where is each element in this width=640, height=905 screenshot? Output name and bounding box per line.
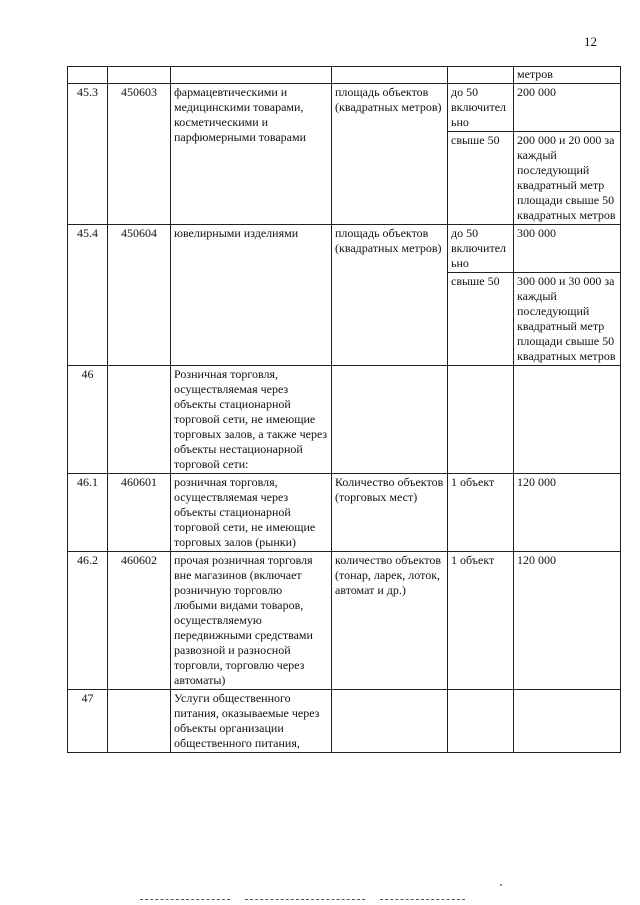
cell-row-number: 45.4 — [68, 225, 108, 366]
scan-artifact-line — [245, 899, 365, 900]
cell-empty — [108, 67, 171, 84]
cell-empty — [448, 67, 514, 84]
cell-activity: прочая розничная торговля вне магазинов (включает розничную торговлю любыми видами товаров, осуществляемую передвижными средствами развозной и разносной торговли, торговлю через автоматы) — [171, 552, 332, 690]
cell-code: 460602 — [108, 552, 171, 690]
cell-code: 450604 — [108, 225, 171, 366]
cell-range — [448, 366, 514, 474]
cell-activity: розничная торговля, осуществляемая через объекты стационарной торговой сети, не имеющие торговых залов (рынки) — [171, 474, 332, 552]
cell-range: свыше 50 — [448, 132, 514, 225]
cell-value: метров — [514, 67, 621, 84]
cell-activity: ювелирными изделиями — [171, 225, 332, 366]
cell-row-number: 45.3 — [68, 84, 108, 225]
cell-range: свыше 50 — [448, 273, 514, 366]
scan-artifact-line — [380, 899, 465, 900]
cell-value: 120 000 — [514, 474, 621, 552]
cell-code: 450603 — [108, 84, 171, 225]
cell-empty — [171, 67, 332, 84]
cell-code — [108, 366, 171, 474]
cell-indicator: количество объектов (тонар, ларек, лоток, автомат и др.) — [332, 552, 448, 690]
cell-value — [514, 366, 621, 474]
page-number: 12 — [584, 34, 597, 49]
table-row — [68, 84, 621, 132]
cell-row-number: 46.2 — [68, 552, 108, 690]
cell-value: 200 000 — [514, 84, 621, 132]
rates-table — [67, 66, 621, 753]
cell-range: до 50 включительно — [448, 84, 514, 132]
table-row — [68, 474, 621, 552]
cell-row-number: 46.1 — [68, 474, 108, 552]
cell-value: 300 000 и 30 000 за каждый последующий квадратный метр площади свыше 50 квадратных метров — [514, 273, 621, 366]
cell-indicator — [332, 366, 448, 474]
cell-range: 1 объект — [448, 552, 514, 690]
cell-empty — [332, 67, 448, 84]
table-row — [68, 552, 621, 690]
cell-value: 300 000 — [514, 225, 621, 273]
table-row — [68, 690, 621, 753]
cell-indicator: площадь объектов (квадратных метров) — [332, 84, 448, 225]
cell-indicator: площадь объектов (квадратных метров) — [332, 225, 448, 366]
scan-artifact-line — [140, 899, 230, 900]
cell-row-number: 46 — [68, 366, 108, 474]
cell-row-number: 47 — [68, 690, 108, 753]
table-row — [68, 225, 621, 273]
cell-indicator — [332, 690, 448, 753]
cell-range: до 50 включительно — [448, 225, 514, 273]
cell-empty — [68, 67, 108, 84]
cell-value: 120 000 — [514, 552, 621, 690]
scan-artifact-dot — [500, 884, 502, 886]
cell-code — [108, 690, 171, 753]
cell-activity: фармацевтическими и медицинскими товарами, косметическими и парфюмерными товарами — [171, 84, 332, 225]
cell-range — [448, 690, 514, 753]
cell-activity: Розничная торговля, осуществляемая через объекты стационарной торговой сети, не имеющие торговых залов, а также через объекты нестационарной торговой сети: — [171, 366, 332, 474]
table-row-continuation — [68, 67, 621, 84]
cell-indicator: Количество объектов (торговых мест) — [332, 474, 448, 552]
cell-value — [514, 690, 621, 753]
cell-value: 200 000 и 20 000 за каждый последующий квадратный метр площади свыше 50 квадратных метров — [514, 132, 621, 225]
cell-code: 460601 — [108, 474, 171, 552]
table-row — [68, 366, 621, 474]
cell-range: 1 объект — [448, 474, 514, 552]
cell-activity: Услуги общественного питания, оказываемые через объекты организации общественного питания, — [171, 690, 332, 753]
